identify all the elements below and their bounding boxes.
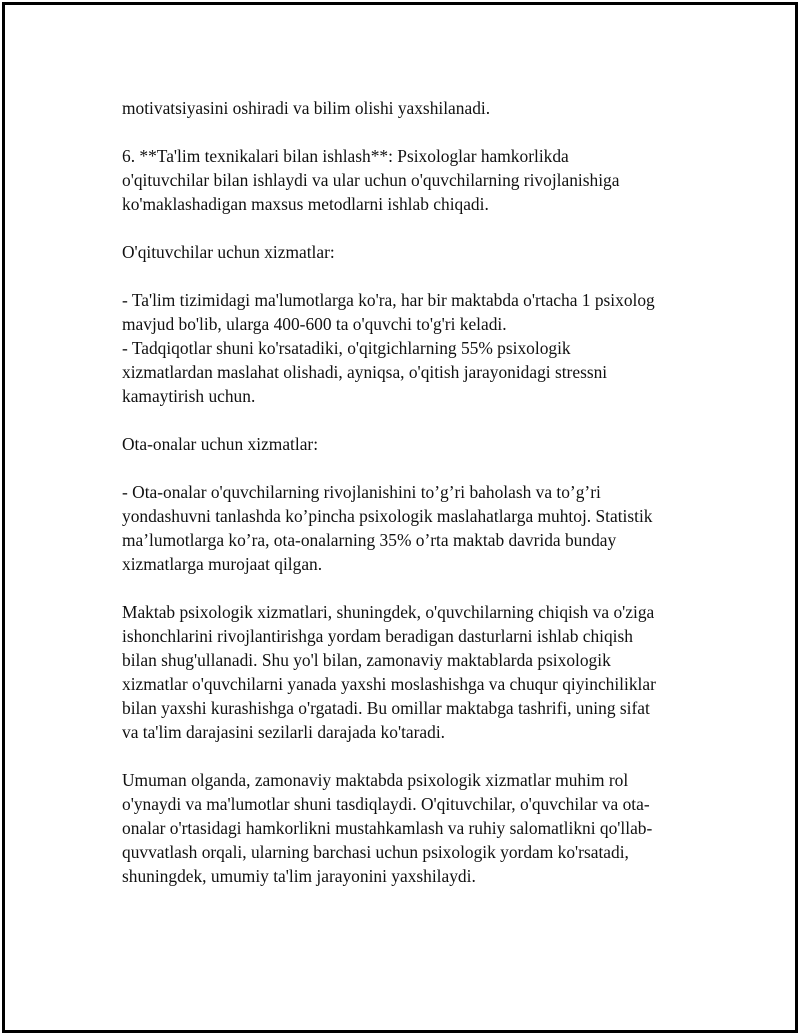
paragraph-conclusion: Umuman olganda, zamonaviy maktabda psixologik xizmatlar muhim rol o'ynaydi va ma'lumotlar shuni tasdiqlaydi. O'qituvchilar, o'quvchilar va ota- onalar o'rtasidagi hamkorlikni mustahkamlash va ruhiy salomatlikni qo'llab- quvvatlash orqali, ularning barchasi uchun psixologik yordam ko'rsatadi, shuningdek, umumiy ta'lim jarayonini yaxshilaydi. — [122, 770, 653, 886]
list-teacher-services: - Ta'lim tizimidagi ma'lumotlarga ko'ra, har bir maktabda o'rtacha 1 psixolog mavjud bo'lib, ularga 400-600 ta o'quvchi to'g'ri keladi. - Tadqiqotlar shuni ko'rsatadiki, o'qitgichlarning 55% psixologik xizmatlardan maslahat olishadi, ayniqsa, o'qitish jarayonidagi stressni kamaytirish uchun. — [122, 290, 655, 406]
list-parent-services: - Ota-onalar o'quvchilarning rivojlanishini to’g’ri baholash va to’g’ri yondashuvni tanlashda ko’pincha psixologik maslahatlarga muhtoj. Statistik ma’lumotlarga ko’ra, ota-onalarning 35% o’rta maktab davrida bunday xizmatlarga murojaat qilgan. — [122, 482, 653, 574]
page-frame — [2, 2, 798, 1033]
paragraph-teaching-techniques: 6. **Ta'lim texnikalari bilan ishlash**: Psixologlar hamkorlikda o'qituvchilar bilan ishlaydi va ular uchun o'quvchilarning rivojlanishiga ko'maklashadigan maxsus metodlarni ishlab chiqadi. — [122, 146, 620, 214]
paragraph-motivation-end: motivatsiyasini oshiradi va bilim olishi yaxshilanadi. — [122, 98, 491, 118]
heading-parent-services: Ota-onalar uchun xizmatlar: — [122, 434, 319, 454]
paragraph-school-programs: Maktab psixologik xizmatlari, shuningdek, o'quvchilarning chiqish va o'ziga ishonchlarini rivojlantirishga yordam beradigan dasturlarni ishlab chiqish bilan shug'ullanadi. Shu yo'l bilan, zamonaviy maktablarda psixologik xizmatlar o'quvchilarni yanada yaxshi moslashishga va chuqur qiyinchiliklar bilan yaxshi kurashishga o'rgatadi. Bu omillar maktabga tashrifi, uning sifat va ta'lim darajasini sezilarli darajada ko'taradi. — [122, 602, 656, 742]
heading-teacher-services: O'qituvchilar uchun xizmatlar: — [122, 242, 335, 262]
document-body — [122, 96, 702, 912]
